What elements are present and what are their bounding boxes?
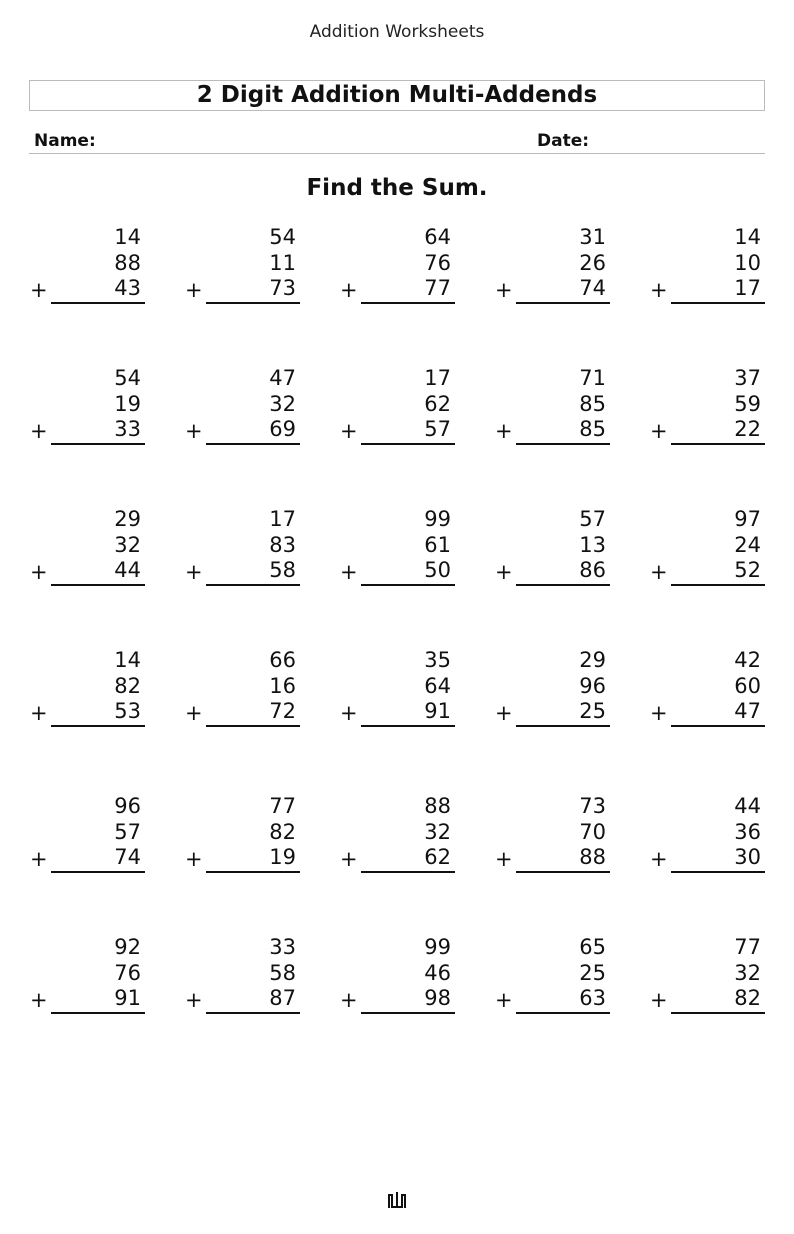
sum-line — [671, 1012, 765, 1014]
plus-sign: + — [30, 847, 48, 871]
addend: 50 — [424, 558, 451, 582]
sum-line — [671, 443, 765, 445]
addend: 19 — [114, 392, 141, 416]
addend: 17 — [424, 366, 451, 390]
plus-sign: + — [495, 560, 513, 584]
sum-line — [516, 443, 610, 445]
plus-sign: + — [185, 560, 203, 584]
problem — [185, 227, 300, 307]
plus-sign: + — [495, 701, 513, 725]
plus-sign: + — [30, 701, 48, 725]
addend: 88 — [424, 794, 451, 818]
problem — [185, 650, 300, 730]
addend: 87 — [269, 986, 296, 1010]
addend: 69 — [269, 417, 296, 441]
addend: 58 — [269, 961, 296, 985]
plus-sign: + — [495, 419, 513, 443]
plus-sign: + — [340, 278, 358, 302]
sum-line — [206, 725, 300, 727]
problem — [495, 650, 610, 730]
addend: 14 — [734, 225, 761, 249]
addend: 47 — [269, 366, 296, 390]
addend: 70 — [579, 820, 606, 844]
sum-line — [51, 871, 145, 873]
addend: 25 — [579, 961, 606, 985]
addend: 73 — [269, 276, 296, 300]
addend: 77 — [424, 276, 451, 300]
addend: 74 — [114, 845, 141, 869]
addend: 32 — [734, 961, 761, 985]
plus-sign: + — [495, 988, 513, 1012]
problem — [340, 509, 455, 589]
sum-line — [51, 584, 145, 586]
sum-line — [51, 302, 145, 304]
addend: 11 — [269, 251, 296, 275]
addend: 53 — [114, 699, 141, 723]
addend: 24 — [734, 533, 761, 557]
addend: 64 — [424, 674, 451, 698]
addend: 29 — [114, 507, 141, 531]
publisher-logo-icon — [387, 1191, 407, 1209]
addend: 62 — [424, 392, 451, 416]
addend: 74 — [579, 276, 606, 300]
problem — [495, 796, 610, 876]
addend: 57 — [424, 417, 451, 441]
addend: 52 — [734, 558, 761, 582]
addend: 35 — [424, 648, 451, 672]
addend: 96 — [579, 674, 606, 698]
addend: 14 — [114, 648, 141, 672]
addend: 22 — [734, 417, 761, 441]
addend: 57 — [579, 507, 606, 531]
problem — [650, 227, 765, 307]
plus-sign: + — [340, 701, 358, 725]
problem — [185, 509, 300, 589]
problem — [650, 796, 765, 876]
problem — [495, 937, 610, 1017]
plus-sign: + — [650, 988, 668, 1012]
sum-line — [361, 302, 455, 304]
problem — [30, 368, 145, 448]
sum-line — [516, 302, 610, 304]
problem — [495, 509, 610, 589]
addend: 91 — [114, 986, 141, 1010]
plus-sign: + — [340, 988, 358, 1012]
plus-sign: + — [340, 847, 358, 871]
addend: 64 — [424, 225, 451, 249]
addend: 30 — [734, 845, 761, 869]
problem — [30, 937, 145, 1017]
problem — [650, 509, 765, 589]
addend: 91 — [424, 699, 451, 723]
plus-sign: + — [185, 988, 203, 1012]
addend: 46 — [424, 961, 451, 985]
problem — [340, 937, 455, 1017]
sum-line — [671, 302, 765, 304]
plus-sign: + — [185, 278, 203, 302]
problem — [340, 650, 455, 730]
addend: 26 — [579, 251, 606, 275]
addend: 82 — [269, 820, 296, 844]
sum-line — [51, 725, 145, 727]
addend: 72 — [269, 699, 296, 723]
sum-line — [361, 443, 455, 445]
plus-sign: + — [650, 278, 668, 302]
addend: 97 — [734, 507, 761, 531]
problem — [340, 796, 455, 876]
addend: 44 — [734, 794, 761, 818]
addend: 65 — [579, 935, 606, 959]
sum-line — [516, 584, 610, 586]
addend: 54 — [269, 225, 296, 249]
plus-sign: + — [650, 847, 668, 871]
addend: 85 — [579, 417, 606, 441]
problem — [650, 650, 765, 730]
problem — [650, 937, 765, 1017]
addend: 88 — [114, 251, 141, 275]
sum-line — [206, 1012, 300, 1014]
plus-sign: + — [30, 278, 48, 302]
addend: 14 — [114, 225, 141, 249]
problem — [340, 227, 455, 307]
plus-sign: + — [340, 419, 358, 443]
addend: 17 — [269, 507, 296, 531]
addend: 16 — [269, 674, 296, 698]
addend: 98 — [424, 986, 451, 1010]
sum-line — [206, 584, 300, 586]
problem — [185, 937, 300, 1017]
addend: 42 — [734, 648, 761, 672]
addend: 33 — [114, 417, 141, 441]
addend: 77 — [269, 794, 296, 818]
addend: 62 — [424, 845, 451, 869]
addend: 17 — [734, 276, 761, 300]
addend: 76 — [114, 961, 141, 985]
addend: 32 — [424, 820, 451, 844]
plus-sign: + — [185, 701, 203, 725]
addend: 77 — [734, 935, 761, 959]
addend: 37 — [734, 366, 761, 390]
problem — [30, 509, 145, 589]
problem — [495, 227, 610, 307]
addend: 82 — [114, 674, 141, 698]
plus-sign: + — [30, 560, 48, 584]
sum-line — [671, 871, 765, 873]
instruction-text: Find the Sum. — [306, 175, 488, 201]
sum-line — [206, 443, 300, 445]
plus-sign: + — [650, 560, 668, 584]
addend: 63 — [579, 986, 606, 1010]
sum-line — [361, 1012, 455, 1014]
sum-line — [51, 443, 145, 445]
addend: 25 — [579, 699, 606, 723]
plus-sign: + — [650, 701, 668, 725]
sum-line — [671, 725, 765, 727]
plus-sign: + — [650, 419, 668, 443]
addend: 92 — [114, 935, 141, 959]
sum-line — [361, 584, 455, 586]
addend: 73 — [579, 794, 606, 818]
problem — [185, 368, 300, 448]
addend: 86 — [579, 558, 606, 582]
problem — [340, 368, 455, 448]
plus-sign: + — [495, 847, 513, 871]
date-label: Date: — [537, 131, 590, 151]
addend: 43 — [114, 276, 141, 300]
sum-line — [361, 871, 455, 873]
sum-line — [516, 1012, 610, 1014]
plus-sign: + — [185, 847, 203, 871]
sum-line — [516, 725, 610, 727]
plus-sign: + — [30, 988, 48, 1012]
sum-line — [671, 584, 765, 586]
addend: 99 — [424, 507, 451, 531]
addend: 32 — [269, 392, 296, 416]
problem — [185, 796, 300, 876]
problem — [495, 368, 610, 448]
addend: 66 — [269, 648, 296, 672]
addend: 19 — [269, 845, 296, 869]
addend: 44 — [114, 558, 141, 582]
problem — [650, 368, 765, 448]
plus-sign: + — [185, 419, 203, 443]
addend: 96 — [114, 794, 141, 818]
addend: 36 — [734, 820, 761, 844]
addend: 99 — [424, 935, 451, 959]
sum-line — [206, 302, 300, 304]
addend: 29 — [579, 648, 606, 672]
addend: 31 — [579, 225, 606, 249]
addend: 82 — [734, 986, 761, 1010]
addend: 10 — [734, 251, 761, 275]
worksheet-title: 2 Digit Addition Multi-Addends — [29, 80, 765, 111]
addend: 58 — [269, 558, 296, 582]
addend: 57 — [114, 820, 141, 844]
addend: 13 — [579, 533, 606, 557]
addend: 85 — [579, 392, 606, 416]
sum-line — [361, 725, 455, 727]
addend: 54 — [114, 366, 141, 390]
addend: 71 — [579, 366, 606, 390]
plus-sign: + — [495, 278, 513, 302]
addend: 33 — [269, 935, 296, 959]
plus-sign: + — [30, 419, 48, 443]
problem — [30, 227, 145, 307]
addend: 32 — [114, 533, 141, 557]
addend: 47 — [734, 699, 761, 723]
info-divider — [29, 153, 765, 154]
name-label: Name: — [34, 131, 96, 151]
addend: 59 — [734, 392, 761, 416]
addend: 83 — [269, 533, 296, 557]
addend: 60 — [734, 674, 761, 698]
sum-line — [51, 1012, 145, 1014]
problem — [30, 796, 145, 876]
problem — [30, 650, 145, 730]
header-title: Addition Worksheets — [309, 22, 485, 42]
addend: 76 — [424, 251, 451, 275]
sum-line — [206, 871, 300, 873]
addend: 88 — [579, 845, 606, 869]
sum-line — [516, 871, 610, 873]
addend: 61 — [424, 533, 451, 557]
plus-sign: + — [340, 560, 358, 584]
